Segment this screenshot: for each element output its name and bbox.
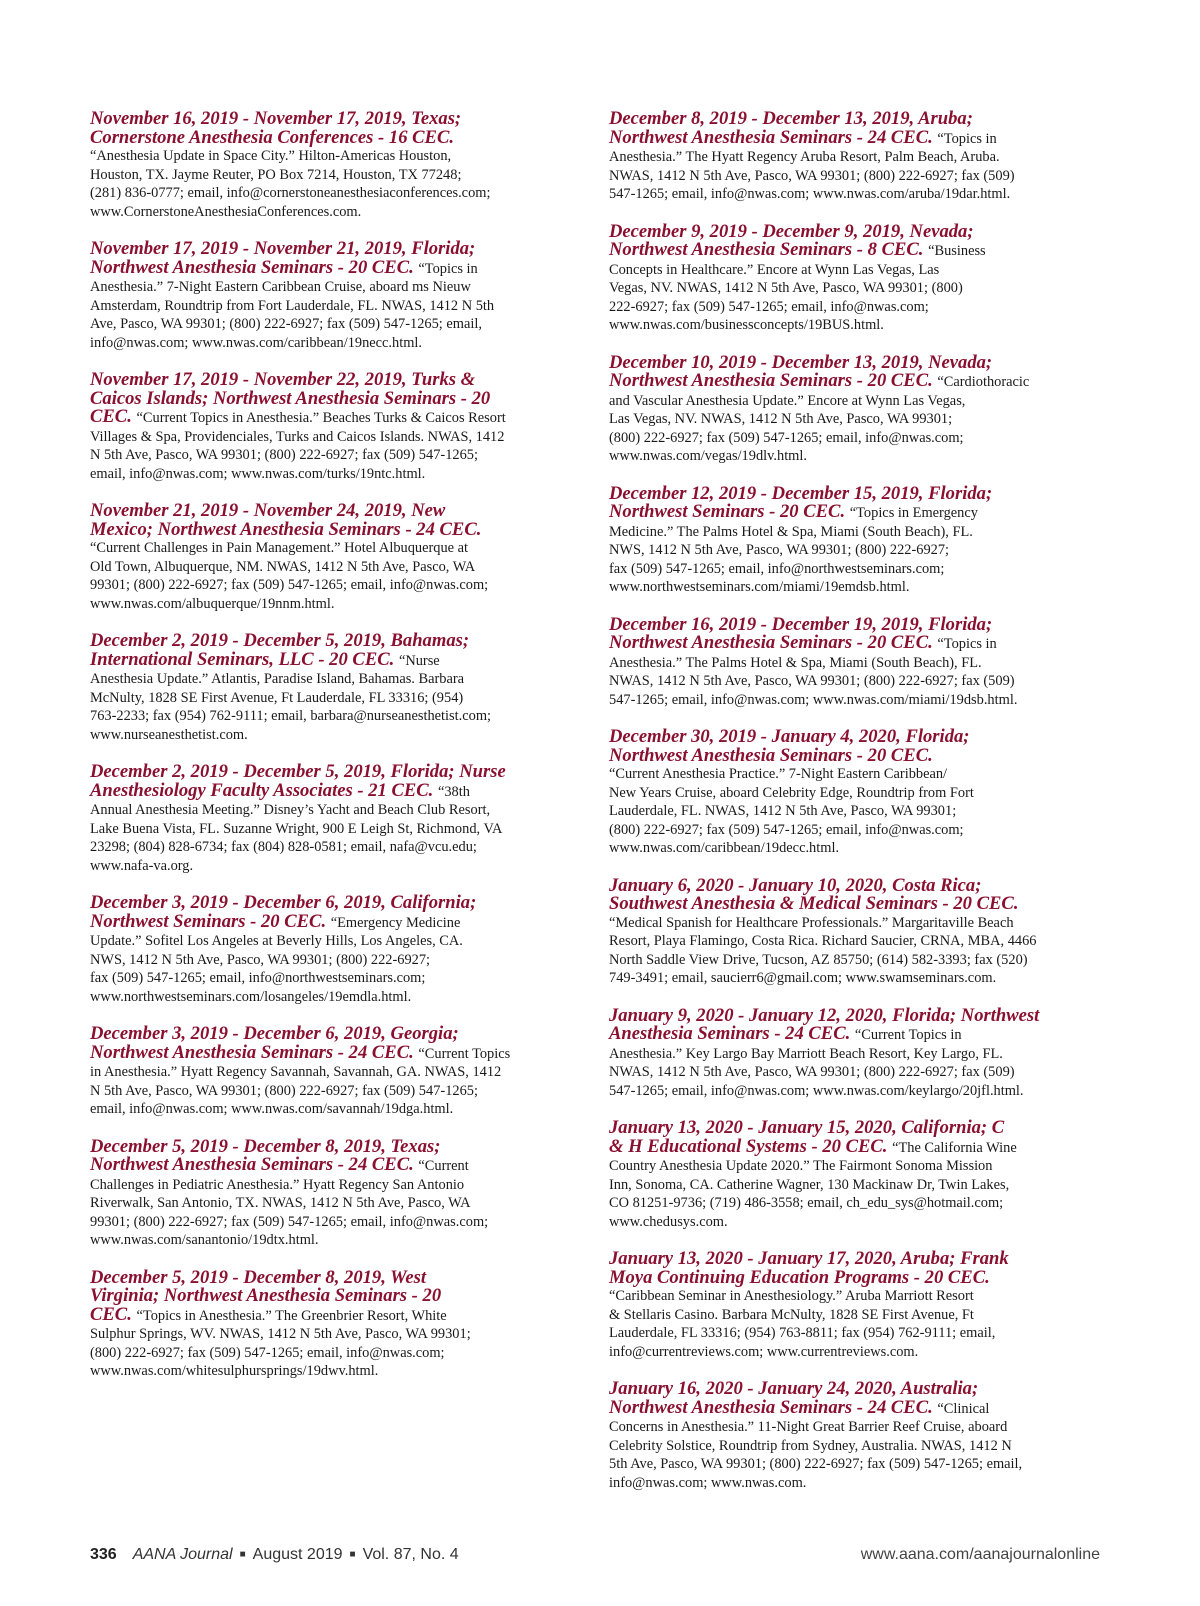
detail-line: Sulphur Springs, WV. NWAS, 1412 N 5th Ave, Pasco, WA 99301; <box>90 1326 471 1342</box>
meeting-details <box>90 1176 580 1250</box>
meeting-listing <box>609 110 1099 204</box>
separator-square-icon: ■ <box>349 1549 356 1560</box>
meeting-details <box>609 1418 1099 1492</box>
meeting-heading <box>609 728 1099 765</box>
meeting-details <box>90 147 580 221</box>
detail-line: 222-6927; fax (509) 547-1265; email, info@nwas.com; <box>609 298 929 315</box>
heading-line: November 21, 2019 - November 24, 2019, New <box>90 500 446 521</box>
heading-line: & H Educational Systems - 20 CEC. “The California Wine <box>609 1135 1017 1157</box>
heading-line: January 9, 2020 - January 12, 2020, Florida; Northwest <box>609 1004 1040 1026</box>
heading-line: Northwest Anesthesia Seminars - 20 CEC. “Cardiothoracic <box>609 370 1030 391</box>
heading-line: Cornerstone Anesthesia Conferences - 16 CEC. <box>90 126 454 148</box>
heading-line: January 13, 2020 - January 15, 2020, California; C <box>609 1117 1005 1138</box>
detail-line: info@currentreviews.com; www.currentreviews.com. <box>609 1343 919 1360</box>
heading-line: Virginia; Northwest Anesthesia Seminars - 20 <box>90 1285 442 1306</box>
heading-line: December 2, 2019 - December 5, 2019, Bahamas; <box>90 630 470 651</box>
meeting-heading <box>90 894 580 932</box>
meeting-listing <box>90 502 580 613</box>
meeting-listing <box>609 1119 1099 1231</box>
meeting-heading <box>90 1025 580 1063</box>
journal-name: AANA Journal <box>132 1546 233 1563</box>
detail-line: NWAS, 1412 N 5th Ave, Pasco, WA 99301; (800) 222-6927; fax (509) <box>609 1064 1015 1080</box>
inline-description: “Topics in Emergency <box>849 505 978 521</box>
meeting-heading <box>609 1119 1099 1157</box>
heading-line: December 12, 2019 - December 15, 2019, Florida; <box>609 482 993 504</box>
detail-line: Anesthesia.” 7-Night Eastern Caribbean Cruise, aboard ms Nieuw <box>90 279 471 295</box>
detail-line: N 5th Ave, Pasco, WA 99301; (800) 222-6927; fax (509) 547-1265; <box>90 447 478 463</box>
heading-line: January 6, 2020 - January 10, 2020, Costa Rica; <box>609 874 982 896</box>
heading-line: Northwest Anesthesia Seminars - 20 CEC. <box>609 744 933 766</box>
detail-line: fax (509) 547-1265; email, info@northwestseminars.com; <box>90 970 426 986</box>
detail-line: www.nwas.com/sanantonio/19dtx.html. <box>90 1232 319 1248</box>
detail-line: Houston, TX. Jayme Reuter, PO Box 7214, Houston, TX 77248; <box>90 166 462 183</box>
detail-line: email, info@nwas.com; www.nwas.com/savannah/19dga.html. <box>90 1101 454 1117</box>
inline-description: “Cardiothoracic <box>937 374 1030 390</box>
detail-line: (281) 836-0777; email, info@cornerstoneanesthesiaconferences.com; <box>90 185 491 201</box>
detail-line: www.nwas.com/businessconcepts/19BUS.html. <box>609 317 884 333</box>
meeting-listing <box>90 371 580 483</box>
meeting-listing <box>609 1250 1099 1361</box>
heading-line: Anesthesia Seminars - 24 CEC. “Current Topics in <box>609 1023 962 1044</box>
detail-line: CO 81251-9736; (719) 486-3558; email, ch_edu_sys@hotmail.com; <box>609 1195 1004 1211</box>
detail-line: (800) 222-6927; fax (509) 547-1265; email, info@nwas.com; <box>90 1344 445 1361</box>
inline-description: “Current <box>418 1158 469 1174</box>
detail-line: www.northwestseminars.com/losangeles/19emdla.html. <box>90 988 412 1005</box>
meeting-details <box>609 1287 1099 1361</box>
detail-line: Anesthesia Update.” Atlantis, Paradise Island, Bahamas. Barbara <box>90 671 465 687</box>
inline-description: “Emergency Medicine <box>330 914 461 931</box>
meeting-listing <box>609 1380 1099 1492</box>
meeting-listing <box>90 1266 580 1381</box>
detail-line: N 5th Ave, Pasco, WA 99301; (800) 222-6927; fax (509) 547-1265; <box>90 1082 478 1099</box>
detail-line: Lauderdale, FL 33316; (954) 763-8811; fax (954) 762-9111; email, <box>609 1325 996 1341</box>
detail-line: Riverwalk, San Antonio, TX. NWAS, 1412 N 5th Ave, Pasco, WA <box>90 1195 471 1211</box>
meeting-heading <box>609 613 1099 654</box>
heading-line: December 5, 2019 - December 8, 2019, West <box>90 1266 426 1288</box>
detail-line: Concepts in Healthcare.” Encore at Wynn Las Vegas, Las <box>609 261 940 278</box>
detail-line: NWS, 1412 N 5th Ave, Pasco, WA 99301; (800) 222-6927; <box>90 951 431 968</box>
detail-line: www.nwas.com/albuquerque/19nnm.html. <box>90 595 335 612</box>
detail-line: “Anesthesia Update in Space City.” Hilton-Americas Houston, <box>90 148 452 164</box>
meeting-listing <box>90 894 580 1006</box>
meeting-listing <box>609 482 1099 597</box>
detail-line: Medicine.” The Palms Hotel & Spa, Miami (South Beach), FL. <box>609 523 973 540</box>
heading-line: November 17, 2019 - November 22, 2019, Turks & <box>90 369 476 390</box>
detail-line: www.nafa-va.org. <box>90 857 194 874</box>
heading-line: December 16, 2019 - December 19, 2019, Florida; <box>609 613 993 635</box>
meeting-details <box>609 1045 1099 1101</box>
detail-line: Celebrity Solstice, Roundtrip from Sydney, Australia. NWAS, 1412 N <box>609 1437 1012 1454</box>
page-footer <box>90 1546 1100 1566</box>
heading-line: Northwest Anesthesia Seminars - 20 CEC. “Topics in <box>90 256 478 278</box>
meeting-details <box>609 523 1099 597</box>
inline-description: “Current Topics <box>418 1045 511 1062</box>
meeting-heading <box>609 482 1099 523</box>
detail-line: 749-3491; email, saucierr6@gmail.com; www.swamseminars.com. <box>609 970 997 986</box>
detail-line: Resort, Playa Flamingo, Costa Rica. Richard Saucier, CRNA, MBA, 4466 <box>609 933 1037 949</box>
separator-square-icon: ■ <box>239 1549 246 1560</box>
meeting-details <box>90 1063 580 1119</box>
detail-line: and Vascular Anesthesia Update.” Encore at Wynn Las Vegas, <box>609 392 966 409</box>
meeting-details <box>609 261 1099 335</box>
detail-line: www.CornerstoneAnesthesiaConferences.com. <box>90 203 362 220</box>
meeting-heading <box>609 351 1099 392</box>
meeting-heading <box>609 220 1099 261</box>
heading-line: Northwest Anesthesia Seminars - 24 CEC. “Clinical <box>609 1396 990 1418</box>
detail-line: www.nurseanesthetist.com. <box>90 726 248 743</box>
detail-line: Amsterdam, Roundtrip from Fort Lauderdale, FL. NWAS, 1412 N 5th <box>90 297 495 314</box>
detail-line: & Stellaris Casino. Barbara McNulty, 1828 SE First Avenue, Ft <box>609 1306 974 1323</box>
meeting-heading <box>90 1135 580 1176</box>
meeting-heading <box>609 110 1099 148</box>
meeting-heading <box>90 763 580 801</box>
heading-line: November 16, 2019 - November 17, 2019, Texas; <box>90 108 462 129</box>
detail-line: www.chedusys.com. <box>609 1213 728 1230</box>
detail-line: 99301; (800) 222-6927; fax (509) 547-1265; email, info@nwas.com; <box>90 1213 489 1230</box>
detail-line: Update.” Sofitel Los Angeles at Beverly Hills, Los Angeles, CA. <box>90 933 463 949</box>
inline-description: “Clinical <box>937 1400 990 1417</box>
inline-description: “Topics in <box>418 260 478 277</box>
heading-line: Anesthesiology Faculty Associates - 21 CEC. “38th <box>90 779 470 801</box>
heading-line: CEC. “Current Topics in Anesthesia.” Beaches Turks & Caicos Resort <box>90 406 506 427</box>
detail-line: Vegas, NV. NWAS, 1412 N 5th Ave, Pasco, WA 99301; (800) <box>609 280 963 296</box>
detail-line: Ave, Pasco, WA 99301; (800) 222-6927; fax (509) 547-1265; email, <box>90 316 482 332</box>
meeting-details <box>609 765 1099 858</box>
meeting-listing <box>90 632 580 744</box>
detail-line: www.nwas.com/vegas/19dlv.html. <box>609 448 807 464</box>
heading-line: January 13, 2020 - January 17, 2020, Aruba; Frank <box>609 1248 1009 1269</box>
heading-line: Mexico; Northwest Anesthesia Seminars - 24 CEC. <box>90 518 482 540</box>
heading-line: December 10, 2019 - December 13, 2019, Nevada; <box>609 351 993 373</box>
issue-date: August 2019 <box>252 1546 343 1563</box>
detail-line: www.nwas.com/caribbean/19decc.html. <box>609 840 840 856</box>
detail-line: McNulty, 1828 SE First Avenue, Ft Lauderdale, FL 33316; (954) <box>90 689 464 706</box>
detail-line: Country Anesthesia Update 2020.” The Fairmont Sonoma Mission <box>609 1158 993 1174</box>
heading-line: December 30, 2019 - January 4, 2020, Florida; <box>609 726 970 747</box>
heading-line: December 3, 2019 - December 6, 2019, Georgia; <box>90 1023 459 1044</box>
meeting-listing <box>90 763 580 875</box>
meeting-details <box>90 428 580 484</box>
detail-line: 547-1265; email, info@nwas.com; www.nwas.com/aruba/19dar.html. <box>609 186 1011 202</box>
meeting-listing <box>90 1025 580 1119</box>
meeting-heading <box>90 632 580 670</box>
heading-line: Northwest Anesthesia Seminars - 8 CEC. “Business <box>609 239 986 260</box>
meeting-heading <box>90 502 580 539</box>
inline-description: “Topics in Anesthesia.” The Greenbrier Resort, White <box>136 1307 447 1324</box>
heading-line: International Seminars, LLC - 20 CEC. “Nurse <box>90 648 440 670</box>
meeting-heading <box>609 1250 1099 1287</box>
heading-line: Moya Continuing Education Programs - 20 CEC. <box>609 1266 990 1288</box>
detail-line: info@nwas.com; www.nwas.com. <box>609 1474 807 1491</box>
detail-line: 5th Ave, Pasco, WA 99301; (800) 222-6927; fax (509) 547-1265; email, <box>609 1456 1023 1472</box>
meeting-details <box>90 278 580 352</box>
inline-description: “Business <box>928 243 986 259</box>
detail-line: Lake Buena Vista, FL. Suzanne Wright, 900 E Leigh St, Richmond, VA <box>90 820 503 837</box>
detail-line: info@nwas.com; www.nwas.com/caribbean/19necc.html. <box>90 334 423 351</box>
heading-line: CEC. “Topics in Anesthesia.” The Greenbrier Resort, White <box>90 1303 447 1325</box>
detail-line: North Saddle View Drive, Tucson, AZ 85750; (614) 582-3393; fax (520) <box>609 951 1028 968</box>
detail-line: NWAS, 1412 N 5th Ave, Pasco, WA 99301; (800) 222-6927; fax (509) <box>609 673 1015 689</box>
detail-line: (800) 222-6927; fax (509) 547-1265; email, info@nwas.com; <box>609 429 964 446</box>
right-column <box>609 110 1099 1511</box>
detail-line: “Medical Spanish for Healthcare Professionals.” Margaritaville Beach <box>609 914 1014 931</box>
meeting-heading <box>90 110 580 147</box>
detail-line: fax (509) 547-1265; email, info@northwestseminars.com; <box>609 560 945 577</box>
detail-line: 547-1265; email, info@nwas.com; www.nwas.com/miami/19dsb.html. <box>609 691 1018 708</box>
inline-description: “Current Topics in Anesthesia.” Beaches Turks & Caicos Resort <box>136 410 506 426</box>
detail-line: Anesthesia.” Key Largo Bay Marriott Beach Resort, Key Largo, FL. <box>609 1045 1003 1062</box>
meeting-heading <box>90 1266 580 1326</box>
heading-line: December 5, 2019 - December 8, 2019, Texas; <box>90 1135 441 1157</box>
detail-line: NWAS, 1412 N 5th Ave, Pasco, WA 99301; (800) 222-6927; fax (509) <box>609 167 1015 184</box>
detail-line: 547-1265; email, info@nwas.com; www.nwas.com/keylargo/20jfl.html. <box>609 1082 1024 1099</box>
meeting-details <box>90 1325 580 1381</box>
detail-line: www.nwas.com/whitesulphursprings/19dwv.html. <box>90 1363 379 1379</box>
detail-line: Las Vegas, NV. NWAS, 1412 N 5th Ave, Pasco, WA 99301; <box>609 411 953 427</box>
heading-line: Northwest Seminars - 20 CEC. “Topics in Emergency <box>609 501 978 522</box>
meeting-details <box>90 932 580 1006</box>
heading-line: Northwest Seminars - 20 CEC. “Emergency Medicine <box>90 910 461 932</box>
detail-line: 23298; (804) 828-6734; fax (804) 828-0581; email, nafa@vcu.edu; <box>90 839 477 855</box>
detail-line: “Current Anesthesia Practice.” 7-Night Eastern Caribbean/ <box>609 766 948 782</box>
meeting-heading <box>609 874 1099 914</box>
detail-line: NWS, 1412 N 5th Ave, Pasco, WA 99301; (800) 222-6927; <box>609 542 950 558</box>
detail-line: 763-2233; fax (954) 762-9111; email, barbara@nurseanesthetist.com; <box>90 708 492 724</box>
meeting-listing <box>609 351 1099 466</box>
detail-line: Anesthesia.” The Palms Hotel & Spa, Miami (South Beach), FL. <box>609 654 982 671</box>
heading-line: Northwest Anesthesia Seminars - 24 CEC. “Current <box>90 1154 469 1175</box>
detail-line: “Current Challenges in Pain Management.” Hotel Albuquerque at <box>90 540 469 556</box>
detail-line: New Years Cruise, aboard Celebrity Edge, Roundtrip from Fort <box>609 784 974 801</box>
detail-line: Anesthesia.” The Hyatt Regency Aruba Resort, Palm Beach, Aruba. <box>609 149 1000 165</box>
detail-line: Old Town, Albuquerque, NM. NWAS, 1412 N 5th Ave, Pasco, WA <box>90 558 476 575</box>
heading-line: Northwest Anesthesia Seminars - 24 CEC. “Current Topics <box>90 1041 511 1063</box>
inline-description: “Nurse <box>398 652 440 669</box>
meeting-details <box>609 914 1099 988</box>
heading-line: Northwest Anesthesia Seminars - 20 CEC. “Topics in <box>609 632 997 653</box>
inline-description: “Current Topics in <box>854 1027 962 1043</box>
meeting-details <box>609 1157 1099 1231</box>
detail-line: Lauderdale, FL. NWAS, 1412 N 5th Ave, Pasco, WA 99301; <box>609 803 957 819</box>
meeting-listing <box>609 1004 1099 1101</box>
heading-line: December 3, 2019 - December 6, 2019, California; <box>90 892 477 913</box>
inline-description: “The California Wine <box>892 1139 1017 1156</box>
inline-description: “38th <box>437 783 470 800</box>
heading-line: Caicos Islands; Northwest Anesthesia Seminars - 20 <box>90 387 491 409</box>
detail-line: “Caribbean Seminar in Anesthesiology.” Aruba Marriott Resort <box>609 1288 974 1304</box>
meeting-listing <box>90 110 580 221</box>
detail-line: Challenges in Pediatric Anesthesia.” Hyatt Regency San Antonio <box>90 1176 465 1193</box>
heading-line: December 8, 2019 - December 13, 2019, Aruba; <box>609 108 973 129</box>
meeting-heading <box>609 1004 1099 1045</box>
meeting-heading <box>609 1380 1099 1418</box>
heading-line: December 2, 2019 - December 5, 2019, Florida; Nurse <box>90 761 506 782</box>
detail-line: in Anesthesia.” Hyatt Regency Savannah, Savannah, GA. NWAS, 1412 <box>90 1064 502 1080</box>
heading-line: November 17, 2019 - November 21, 2019, Florida; <box>90 238 476 259</box>
meeting-listing <box>90 1135 580 1250</box>
meeting-heading <box>90 371 580 428</box>
inline-description: “Topics in <box>937 130 997 147</box>
left-column <box>90 110 580 1400</box>
meeting-heading <box>90 240 580 278</box>
meeting-listing <box>609 220 1099 335</box>
meeting-details <box>609 654 1099 710</box>
volume-issue: Vol. 87, No. 4 <box>362 1546 459 1563</box>
heading-line: January 16, 2020 - January 24, 2020, Australia; <box>609 1378 979 1399</box>
meeting-listing <box>609 728 1099 858</box>
meeting-listing <box>90 240 580 352</box>
detail-line: Annual Anesthesia Meeting.” Disney’s Yacht and Beach Club Resort, <box>90 802 491 818</box>
detail-line: Villages & Spa, Providenciales, Turks and Caicos Islands. NWAS, 1412 <box>90 428 505 445</box>
heading-line: Southwest Anesthesia & Medical Seminars - 20 CEC. <box>609 893 1019 914</box>
inline-description: “Topics in <box>937 636 997 652</box>
meeting-details <box>90 539 580 613</box>
heading-line: Northwest Anesthesia Seminars - 24 CEC. “Topics in <box>609 126 997 148</box>
meeting-listing <box>609 874 1099 988</box>
meeting-details <box>90 801 580 875</box>
meeting-listing <box>609 613 1099 710</box>
heading-line: December 9, 2019 - December 9, 2019, Nevada; <box>609 220 974 242</box>
meeting-details <box>609 392 1099 466</box>
detail-line: Inn, Sonoma, CA. Catherine Wagner, 130 Mackinaw Dr, Twin Lakes, <box>609 1176 1010 1193</box>
detail-line: Concerns in Anesthesia.” 11-Night Great Barrier Reef Cruise, aboard <box>609 1419 1008 1435</box>
detail-line: email, info@nwas.com; www.nwas.com/turks/19ntc.html. <box>90 465 426 482</box>
detail-line: 99301; (800) 222-6927; fax (509) 547-1265; email, info@nwas.com; <box>90 577 489 593</box>
page-number: 336 <box>90 1546 117 1563</box>
journal-url-link[interactable]: www.aana.com/aanajournalonline <box>860 1546 1100 1563</box>
meeting-details <box>609 148 1099 204</box>
meeting-details <box>90 670 580 744</box>
detail-line: (800) 222-6927; fax (509) 547-1265; email, info@nwas.com; <box>609 821 964 838</box>
detail-line: www.northwestseminars.com/miami/19emdsb.html. <box>609 579 910 595</box>
footer-citation <box>90 1546 459 1564</box>
